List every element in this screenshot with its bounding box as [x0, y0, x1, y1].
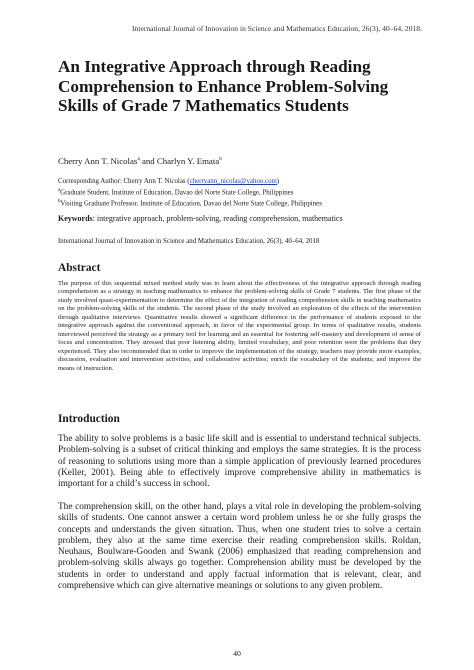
author-name: Charlyn Y. Emata	[156, 156, 220, 166]
affiliations	[58, 178, 438, 209]
page-number: 40	[233, 649, 241, 658]
author-line	[58, 156, 222, 166]
abstract-text: The purpose of this sequential mixed method study was to learn about the effectiveness of the integrative approach through reading comprehension as a strategy in teaching mathematics to enhance the problem-solving skills of Grade 7 students. The first phase of the study involved quasi-experimentation to determine the effect of the integration of reading comprehension skills in teaching mathematics on the problem-solving skills of the students. The second phase of the study involved an exploration of the effects of the intervention through qualitative interviews. Quantitative results showed a significant difference in the performance of students exposed to the integrative approach against the conventional approach, in favor of the experimental group. In terms of qualitative results, students interviewed perceived the strategy as a primary tool for learning and an essential for fostering self-mastery and development of sense of focus and concentration. They stressed that poor listening ability, limited vocabulary, and poor retention were the problems that they experienced. They also recommended that in order to improve the implementation of the strategy, teachers may provide more examples, discussion, evaluation and intervention activities, and collaborative activities; enrich the vocabulary of the students; and improve the means of instruction.	[58, 280, 421, 372]
corresponding-author	[58, 178, 438, 187]
paper-title: An Integrative Approach through Reading Comprehension to Enhance Problem-Solving Skills of Grade 7 Mathematics Students	[58, 57, 389, 116]
keywords-text: : integrative approach, problem-solving, reading comprehension, mathematics	[92, 214, 343, 223]
running-head: International Journal of Innovation in Science and Mathematics Education, 26(3), 40–64, 2018.	[132, 24, 422, 33]
corresponding-suffix: )	[276, 178, 280, 185]
author-affiliation-marker: b	[219, 156, 222, 163]
introduction-paragraph: The comprehension skill, on the other hand, plays a vital role in developing the problem-solving skills of students. One cannot answer a certain word problem unless he or she fully grasps the concepts and understands the given situation. Thus, when one student tries to solve a certain problem, they also at the same time exercise their reading comprehension skills. Roldan, Neuhaus, Boulware-Gooden and Swank (2006) emphasized that reading comprehension and problem-solving skills always go together. Comprehension ability must be developed by the students in order to understand and apply factual information that is relevant, clear, and comprehensive which can give alternative meanings or solutions to any given problem.	[58, 502, 421, 592]
affiliation-text: Graduate Student, Institute of Education, Davao del Norte State College, Philippines	[60, 189, 294, 197]
affiliation-text: Visiting Graduate Professor, Institute of Education, Davao del Norte State College, Philippines	[60, 200, 322, 208]
affiliation-marker: a	[58, 187, 61, 193]
corresponding-label: Corresponding Author: Cherry Ann T. Nicolas (	[58, 178, 190, 185]
introduction-paragraph: The ability to solve problems is a basic life skill and is essential to understand technical subjects. Problem-solving is a subset of critical thinking and employs the same strategies. It is the process of reasoning to solutions using more than a simple application of previously learned procedures (Keller, 2001). Being able to effectively improve comprehensive ability in mathematics is important for a child’s success in school.	[58, 434, 421, 490]
introduction-heading: Introduction	[58, 413, 120, 425]
citation: International Journal of Innovation in Science and Mathematics Education, 26(3), 40–64, 2018	[58, 238, 320, 245]
email-link[interactable]: cherryann_nicolas@yahoo.com	[189, 178, 277, 185]
affiliation-b	[58, 198, 438, 209]
author-affiliation-marker: a	[137, 156, 140, 163]
keywords	[58, 214, 343, 223]
abstract-heading: Abstract	[58, 262, 101, 274]
author-connector: and	[139, 156, 157, 166]
author-name: Cherry Ann T. Nicolas	[58, 156, 138, 166]
affiliation-a	[58, 187, 438, 198]
affiliation-marker: b	[58, 198, 61, 204]
keywords-label: Keywords	[58, 214, 93, 223]
